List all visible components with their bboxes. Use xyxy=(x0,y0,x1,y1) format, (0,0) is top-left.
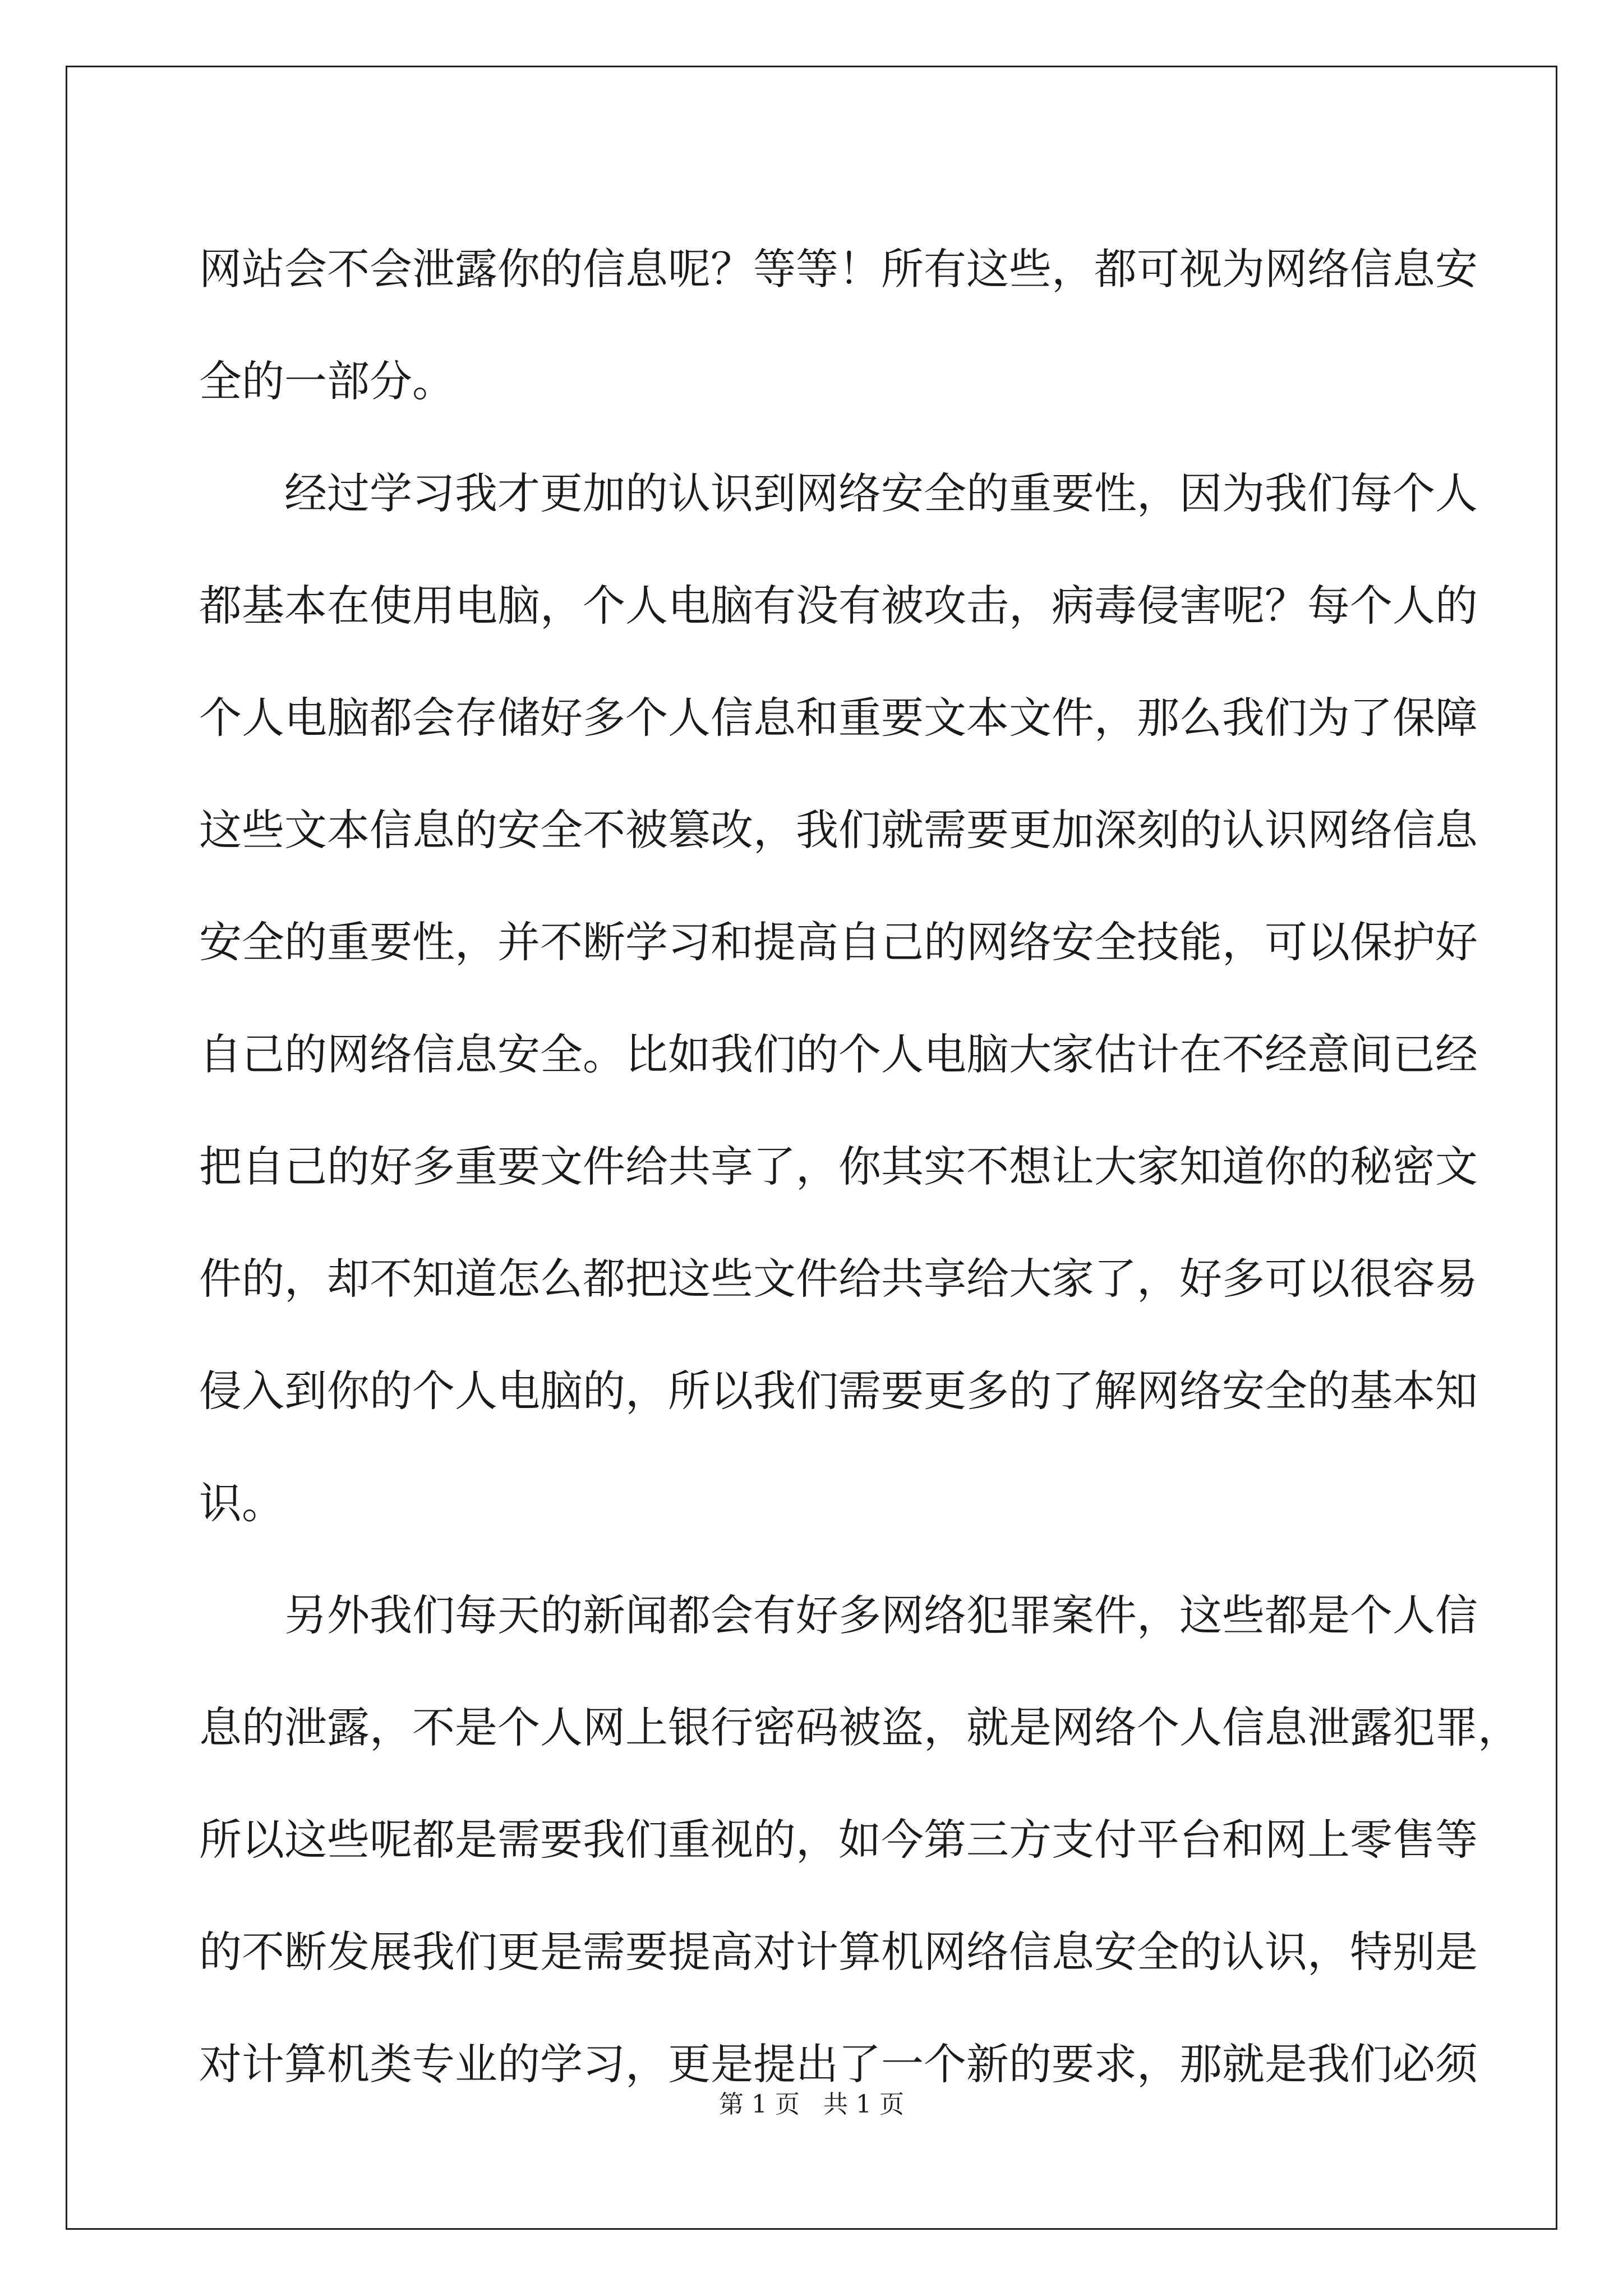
text-line: 这些文本信息的安全不被篡改，我们就需要更加深刻的认识网络信息 xyxy=(199,805,1478,855)
text-line: 识。 xyxy=(199,1478,284,1528)
text-line: 侵入到你的个人电脑的，所以我们需要更多的了解网络安全的基本知 xyxy=(199,1366,1478,1416)
text-line: 的不断发展我们更是需要提高对计算机网络信息安全的认识，特别是 xyxy=(199,1927,1478,1977)
text-line: 把自己的好多重要文件给共享了，你其实不想让大家知道你的秘密文 xyxy=(199,1142,1478,1191)
text-line: 对计算机类专业的学习，更是提出了一个新的要求，那就是我们必须 xyxy=(199,2039,1478,2089)
text-line: 件的，却不知道怎么都把这些文件给共享给大家了，好多可以很容易 xyxy=(199,1254,1478,1304)
text-line: 全的一部分。 xyxy=(199,356,455,406)
text-line: 所以这些呢都是需要我们重视的，如今第三方支付平台和网上零售等 xyxy=(199,1815,1478,1865)
text-line: 自己的网络信息安全。比如我们的个人电脑大家估计在不经意间已经 xyxy=(199,1029,1478,1079)
paragraph-first-line: 经过学习我才更加的认识到网络安全的重要性，因为我们每个人 xyxy=(284,468,1478,518)
page-number-footer: 第 1 页 共 1 页 xyxy=(719,2090,904,2119)
text-line: 网站会不会泄露你的信息呢？等等！所有这些，都可视为网络信息安 xyxy=(199,244,1478,294)
text-line: 个人电脑都会存储好多个人信息和重要文本文件，那么我们为了保障 xyxy=(199,693,1478,743)
text-line: 安全的重要性，并不断学习和提高自己的网络安全技能，可以保护好 xyxy=(199,917,1478,967)
document-body xyxy=(199,213,1520,2120)
paragraph-first-line: 另外我们每天的新闻都会有好多网络犯罪案件，这些都是个人信 xyxy=(284,1590,1478,1640)
text-line: 息的泄露，不是个人网上银行密码被盗，就是网络个人信息泄露犯罪， xyxy=(199,1703,1520,1752)
text-line: 都基本在使用电脑，个人电脑有没有被攻击，病毒侵害呢？每个人的 xyxy=(199,581,1478,631)
